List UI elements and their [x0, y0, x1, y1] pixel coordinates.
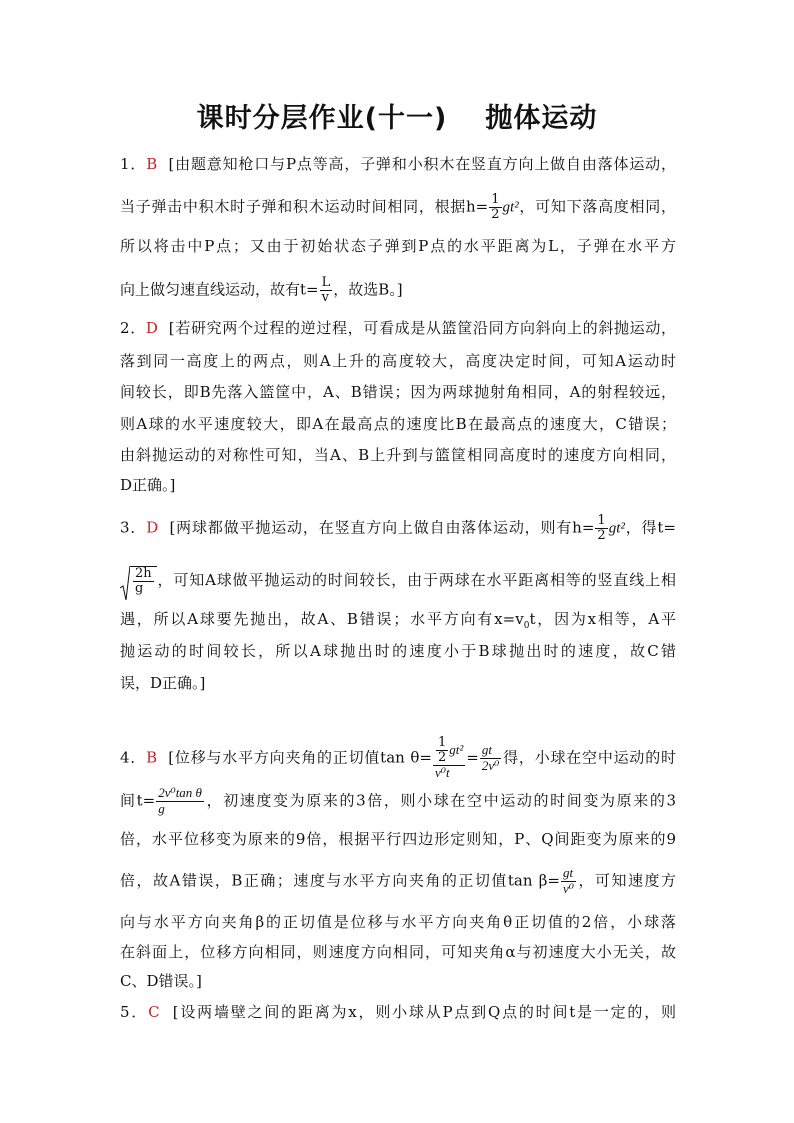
item-3-line-2: $\frac{2h}{g}$ ，可知A球做平抛运动的时间较长，由于两球在水平距离相等的竖直线上相: [120, 566, 676, 596]
item-4-line-4: 倍，故A错误，B正确；速度与水平方向夹角的正切值tan β= $\frac{gt}{\text{v⁰}}$ ，可知速度方: [120, 865, 676, 896]
item-3-line-1: 3．D [两球都做平抛运动，在竖直方向上做自由落体运动，则有h= $\frac{1}{2}$ gt²，得t=: [120, 513, 676, 543]
page-title: [0, 96, 794, 135]
item-3-line-3: 遇，所以A球要先抛出，故A、B错误；水平方向有$x=v_0t$，因为x相等，A平: [120, 610, 676, 631]
item-2-line-3: 间较长，即B先落入篮筐中，A、B错误；因为两球抛射角相同，A的射程较远，: [120, 383, 676, 401]
item-2-line-4: 则A球的水平速度较大，即A在最高点的速度比B在最高点的速度大，C错误；: [120, 415, 676, 433]
fraction: $\frac{gt}{\text{2v⁰}}$: [481, 742, 500, 773]
item-1-line-2: 当子弹击中积木时子弹和积木运动时间相同，根据h= $\frac{1}{2}$ gt²，可知下落高度相同，: [120, 192, 676, 222]
item-3-line-4: 抛运动的时间较长，所以A球抛出时的速度小于B球抛出时的速度，故C错: [120, 642, 676, 660]
item-4-line-1: 4．B [位移与水平方向夹角的正切值tan θ= $\frac{1}{2}$ gt² v⁰t = $\frac{gt}{\text{2v⁰}}$ 得，小球在空中运动的时: [120, 735, 676, 780]
fraction: $\frac{1}{2}$: [491, 192, 500, 222]
item-3-line-5: 误，D正确。]: [120, 674, 206, 692]
item-2-line-5: 由斜抛运动的对称性可知，当A、B上升到与篮筐相同高度时的速度方向相同，: [120, 446, 676, 464]
answer-letter: B: [146, 748, 158, 767]
item-2-line-1: 2．D [若研究两个过程的逆过程，可看成是从篮筐沿同方向斜向上的斜抛运动，: [120, 319, 676, 337]
title-topic: 抛体运动: [485, 103, 598, 134]
fraction: $\frac{L}{v}$: [321, 275, 331, 305]
item-4-line-7: C、D错误。]: [120, 972, 202, 990]
fraction: $\frac{1}{2}$: [597, 513, 606, 543]
fraction: $\frac{\text{2v⁰tan θ}}{g}$: [158, 785, 202, 816]
item-4-line-3: 倍，水平位移变为原来的9倍，根据平行四边形定则知，P、Q间距变为原来的9: [120, 830, 676, 848]
item-4-line-5: 向与水平方向夹角β的正切值是位移与水平方向夹角θ正切值的2倍，小球落: [120, 913, 676, 931]
fraction: $\frac{2h}{g}$: [135, 566, 152, 596]
answer-letter: D: [146, 518, 159, 537]
answer-letter: C: [148, 1003, 160, 1021]
square-root: [120, 566, 157, 596]
fraction: $\frac{gt}{\text{v⁰}}$: [563, 865, 574, 896]
item-4-line-2: 间t= $\frac{\text{2v⁰tan θ}}{g}$ ，初速度变为原来的3倍，则小球在空中运动的时间变为原来的3: [120, 785, 676, 816]
item-5-line-1: 5．C [设两墙壁之间的距离为x，则小球从P点到Q点的时间t是一定的，则: [120, 1003, 677, 1021]
answer-letter: D: [145, 319, 158, 337]
item-2-line-2: 落到同一高度上的两点，则A上升的高度较大，高度决定时间，可知A运动时: [120, 352, 676, 370]
item-4-line-6: 在斜面上，位移方向相同，则速度方向相同，可知夹角α与初速度大小无关，故: [120, 943, 676, 961]
fraction: $\frac{1}{2}$ gt² v⁰t: [434, 735, 464, 780]
title-main: 课时分层作业(十一): [196, 103, 448, 134]
item-1-line-4: 向上做匀速直线运动，故有t= $\frac{L}{v}$ ，故选B。]: [120, 275, 403, 305]
item-1-line-1: 1．B [由题意知枪口与P点等高，子弹和小积木在竖直方向上做自由落体运动，: [120, 155, 676, 173]
answer-letter: B: [146, 155, 158, 173]
item-number: 1．: [120, 155, 147, 173]
item-2-line-6: D正确。]: [120, 476, 176, 494]
item-1-line-3: 所以将击中P点；又由于初始状态子弹到P点的水平距离为L，子弹在水平方: [120, 237, 676, 255]
